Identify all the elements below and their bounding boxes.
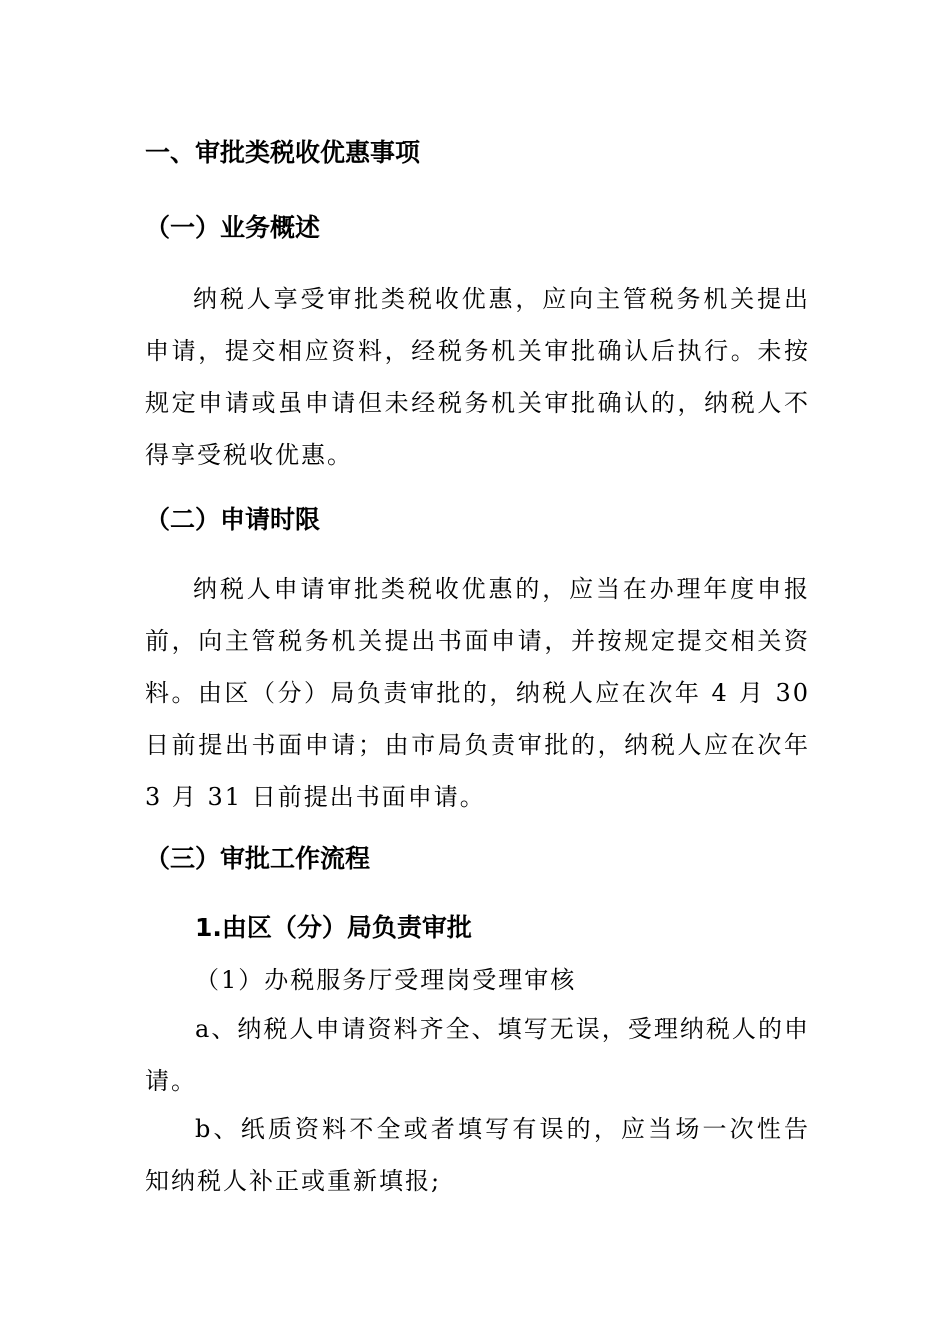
deadline-paragraph: 纳税人申请审批类税收优惠的，应当在办理年度申报前，向主管税务机关提出书面申请，并按规定提交相关资料。由区（分）局负责审批的，纳税人应在次年 4 月 30 日前提出书面申请；由市局负责审批的，纳税人应在次年 3 月 31 日前提出书面申请。 bbox=[145, 575, 810, 811]
workflow-subheading: 1.由区（分）局负责审批 bbox=[195, 913, 472, 942]
workflow-step-title: （1）办税服务厅受理岗受理审核 bbox=[195, 966, 577, 994]
workflow-item-b: b、纸质资料不全或者填写有误的，应当场一次性告知纳税人补正或重新填报; bbox=[145, 1115, 810, 1195]
workflow-item-a: a、纳税人申请资料齐全、填写无误，受理纳税人的申请。 bbox=[145, 1015, 810, 1095]
section-title: 一、审批类税收优惠事项 bbox=[145, 138, 421, 167]
deadline-heading: （二）申请时限 bbox=[145, 505, 321, 534]
overview-heading: （一）业务概述 bbox=[145, 213, 321, 242]
overview-paragraph: 纳税人享受审批类税收优惠，应向主管税务机关提出申请，提交相应资料，经税务机关审批确认后执行。未按规定申请或虽申请但未经税务机关审批确认的，纳税人不得享受税收优惠。 bbox=[145, 285, 810, 469]
workflow-heading: （三）审批工作流程 bbox=[145, 844, 371, 873]
